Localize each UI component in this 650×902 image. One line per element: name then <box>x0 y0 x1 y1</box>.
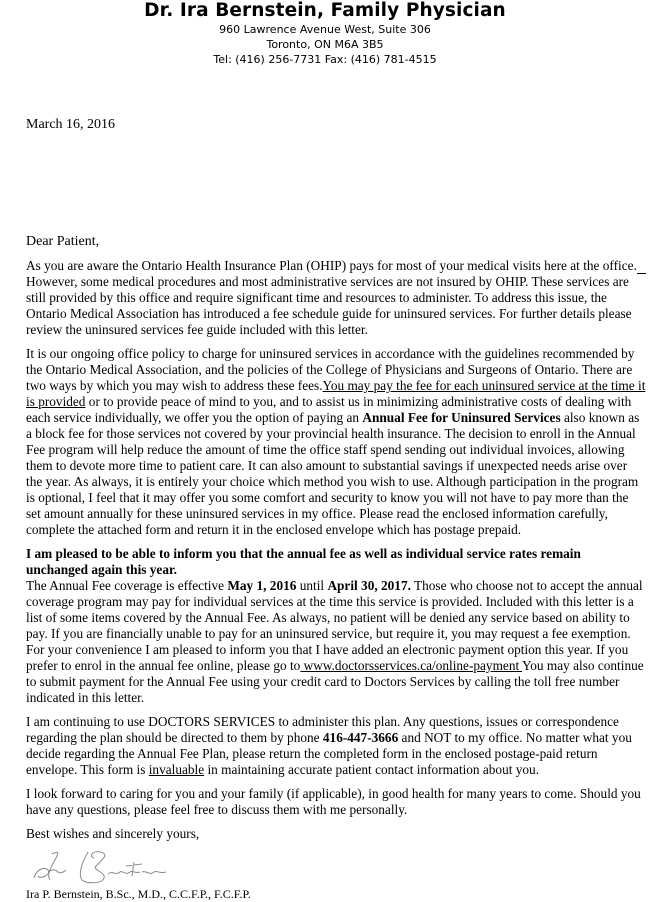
closing-line: Best wishes and sincerely yours, <box>26 826 200 841</box>
paragraph-doctors-services <box>26 714 646 778</box>
contact-numbers: Tel: (416) 256-7731 Fax: (416) 781-4515 <box>213 53 437 66</box>
ds-text-a: I am continuing to use DOCTORS SERVICES to administer this plan. Any questions, issues or correspondence regarding the plan should be directed to them by phone <box>26 714 619 745</box>
policy-text-c: also known as a block fee for those services not covered by your provincial health insurance. The decision to enroll in the Annual Fee program will help reduce the amount of time the office staff spend sending out individual invoices, allowing them to devote more time to patient care. It can also amount to substantial savings if unexpected needs arise over the year. As always, it is entirely your choice which method you wish to use. Although participation in the program is optional, I feel that it may offer you some comfort and security to know you will not have to pay more than the set amount annually for these uninsured services in my office. Please read the enclosed information carefully, complete the attached form and return it in the enclosed envelope which has postage prepaid. <box>26 410 640 537</box>
ds-text-c: in maintaining accurate patient contact information about you. <box>204 762 540 777</box>
online-payment-link[interactable]: www.doctorsservices.ca/online-payment <box>300 658 522 673</box>
signer-name: Ira P. Bernstein, B.Sc., M.D., C.C.F.P., F.C.F.P. <box>26 887 251 901</box>
letterhead <box>0 0 650 67</box>
address-line-2: Toronto, ON M6A 3B5 <box>266 38 384 51</box>
coverage-text-b: Those who choose not to accept the annual coverage program may pay for individual services at the time this service is provided. Included with this letter is a list of some items covered by the Annual Fee. As always, no patient will be denied any service based on ability to pay. If you are financially unable to pay for an uninsured service, but require it, you may request a fee exemption. <box>26 578 643 641</box>
doctors-services-phone: 416-447-3666 <box>322 730 399 745</box>
annual-fee-bold: Annual Fee for Uninsured Services <box>362 410 561 425</box>
pay-per-service-underlined: You may pay the fee for each uninsured service at the time it is provided <box>26 378 646 409</box>
letter-body <box>26 234 646 902</box>
physician-name: Dr. Ira Bernstein, Family Physician <box>144 0 506 21</box>
ds-text-b: and NOT to my office. No matter what you decide regarding the Annual Fee Plan, please return the completed form in the enclosed postage-paid return envelope. This form is <box>26 730 632 777</box>
coverage-end-date: April 30, 2017. <box>327 578 411 593</box>
invaluable-underlined: invaluable <box>148 762 205 777</box>
address-line-1: 960 Lawrence Avenue West, Suite 306 <box>219 23 431 36</box>
policy-text-b: or to provide peace of mind to you, and to assist us in minimizing administrative costs of dealing with each service individually, we offer you the option of paying an <box>26 394 632 425</box>
paragraph-online-payment <box>26 642 646 706</box>
paragraph-ohip: As you are aware the Ontario Health Insurance Plan (OHIP) pays for most of your medical visits here at the office. However, some medical procedures and most administrative services are not insured by OHIP. These services are still provided by this office and require significant time and resources to administer. To address this issue, the Ontario Medical Association has introduced a fee schedule guide for uninsured services. For further details please review the uninsured services fee guide included with this letter. <box>26 258 637 337</box>
online-text-a: For your convenience I am pleased to inform you that I have added an electronic payment option this year. If you prefer to enrol in the annual fee online, please go to <box>26 642 629 673</box>
coverage-until: until <box>296 578 328 593</box>
salutation: Dear Patient, <box>26 234 100 249</box>
letter-date: March 16, 2016 <box>26 117 116 132</box>
signature-scribble-icon <box>26 844 186 888</box>
paragraph-coverage <box>26 578 646 642</box>
signature <box>26 842 646 886</box>
online-text-b: You may also continue to submit payment for the Annual Fee using your credit card to Doctors Services by calling the toll free number indicated in this letter. <box>26 658 644 705</box>
paragraph-policy <box>26 346 646 538</box>
paragraph-closing-remarks: I look forward to caring for you and your family (if applicable), in good health for many years to come. Should you have any questions, please feel free to discuss them with me personally. <box>26 786 641 817</box>
paragraph-unchanged-rates: I am pleased to be able to inform you that the annual fee as well as individual service rates remain unchanged again this year. <box>26 546 581 577</box>
coverage-text-a: The Annual Fee coverage is effective <box>26 578 228 593</box>
policy-text-a: It is our ongoing office policy to charge for uninsured services in accordance with the guidelines recommended by the Ontario Medical Association, and the policies of the College of Physicians and Surgeons of Ontario. There are two ways by which you may wish to address these fees. <box>26 346 635 393</box>
coverage-start-date: May 1, 2016 <box>227 578 297 593</box>
